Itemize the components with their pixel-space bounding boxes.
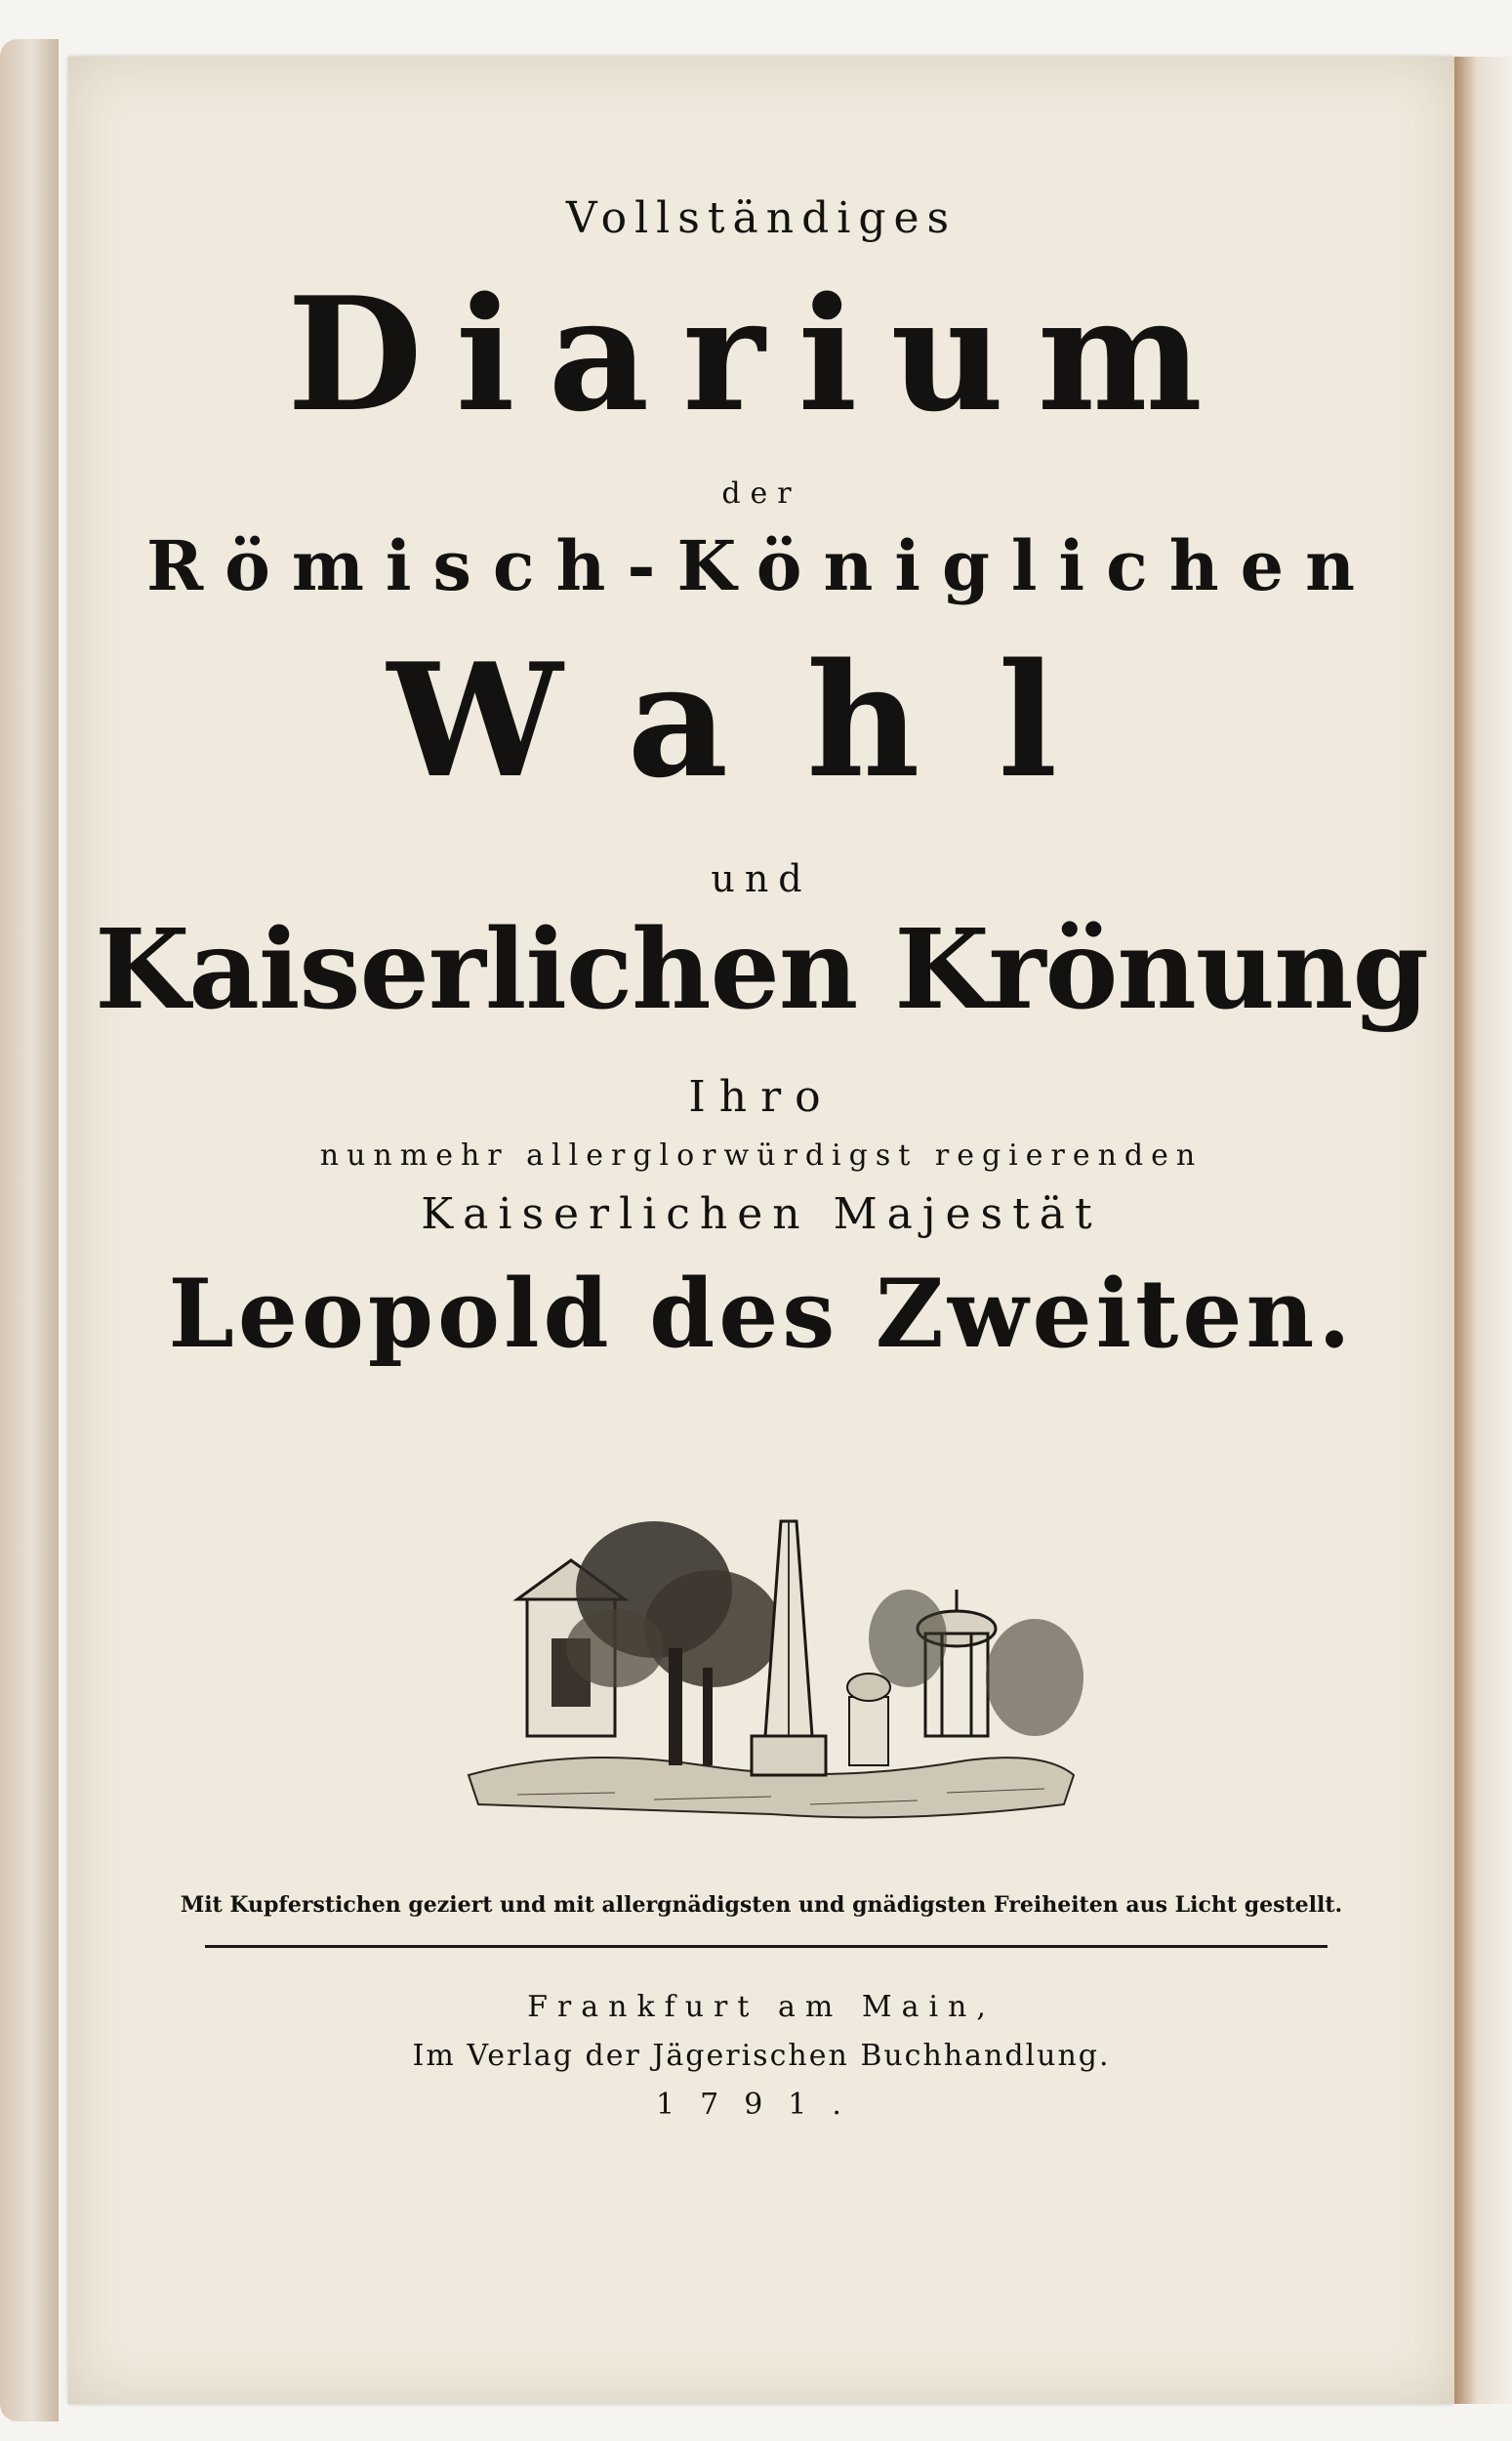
privilege-note: Mit Kupferstichen geziert und mit allergnädigsten und gnädigsten Freiheiten aus Licht gestellt. [180, 1892, 1343, 1918]
imprint-year: 1791. [656, 2088, 867, 2122]
title-line-roemisch-koeniglichen: Römisch-Königlichen [145, 525, 1377, 606]
title-line-nunmehr: nunmehr allerglorwürdigst regierenden [319, 1138, 1204, 1173]
title-page [68, 57, 1454, 2404]
title-line-diarium: Diarium [287, 263, 1236, 446]
page-edge-right [1454, 57, 1512, 2404]
title-line-vollstaendiges: Vollständiges [565, 193, 958, 243]
imprint-place: Frankfurt am Main, [527, 1990, 996, 2024]
title-line-leopold: Leopold des Zweiten. [168, 1259, 1355, 1369]
garden-monument-engraving-icon [459, 1482, 1083, 1853]
title-line-ihro: Ihro [688, 1072, 835, 1122]
title-line-wahl: Wahl [387, 629, 1136, 812]
imprint-publisher: Im Verlag der Jägerischen Buchhandlung. [412, 2039, 1111, 2073]
book-cover-edge [0, 39, 59, 2421]
title-line-majestaet: Kaiserlichen Majestät [421, 1189, 1102, 1239]
title-line-kaiserlichen-kroenung: Kaiserlichen Krönung [95, 906, 1428, 1034]
title-line-und: und [711, 857, 812, 900]
divider-rule [205, 1945, 1328, 1948]
title-line-der: der [721, 476, 801, 511]
